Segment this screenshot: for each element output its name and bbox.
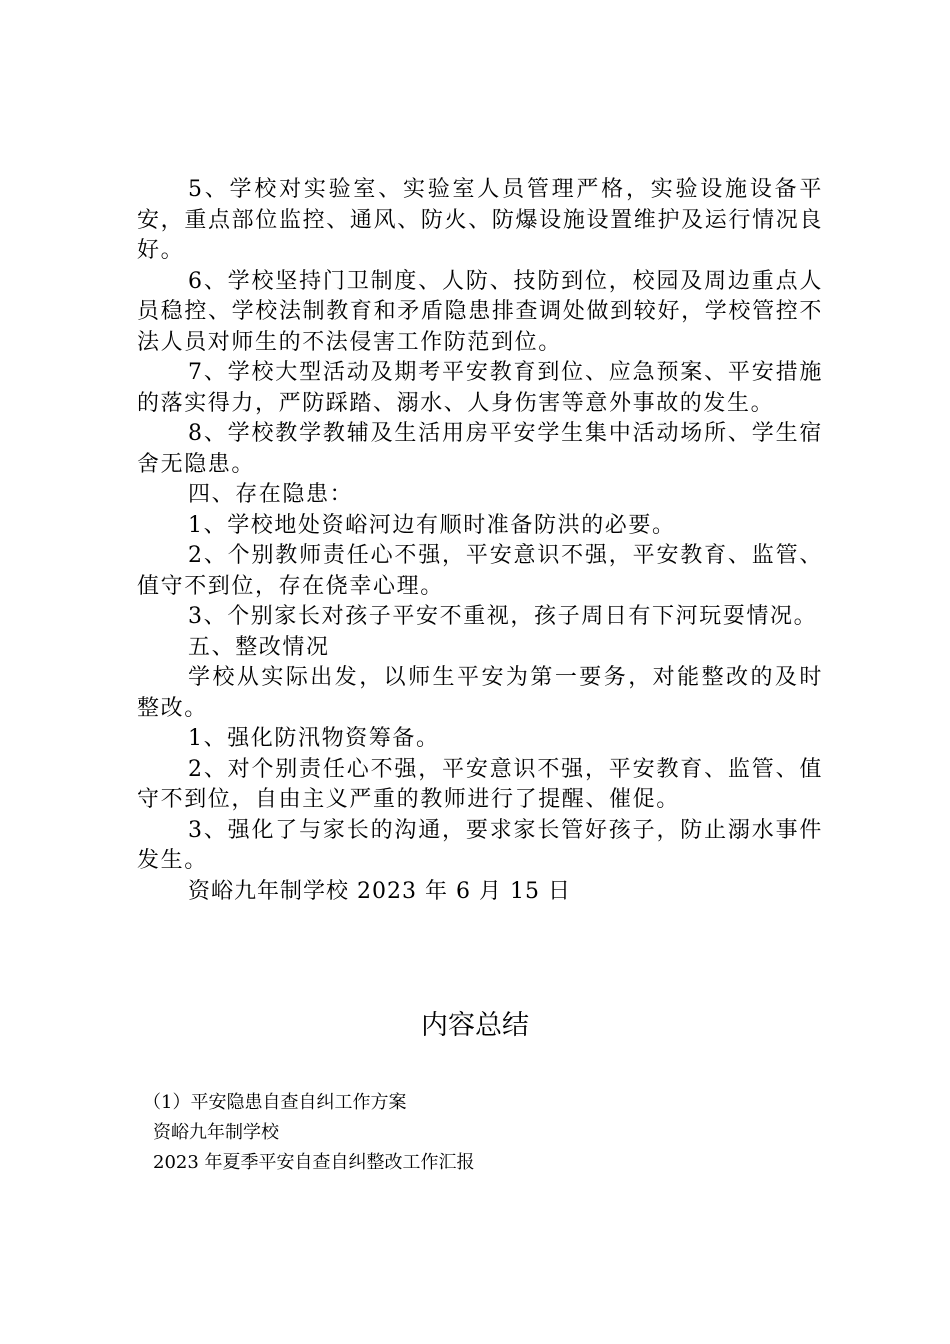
rectification-intro: 学校从实际出发，以师生平安为第一要务，对能整改的及时整改。 <box>137 665 823 721</box>
summary-list <box>143 1088 823 1178</box>
paragraph-item-5-lab-safety: 5、学校对实验室、实验室人员管理严格，实验设施设备平安，重点部位监控、通风、防火、防爆设施设置维护及运行情况良好。 <box>137 177 823 263</box>
section-heading-rectification: 五、整改情况 <box>188 634 330 660</box>
summary-title: 内容总结 <box>421 1010 529 1041</box>
hazard-item-1: 1、学校地处资峪河边有顺时准备防洪的必要。 <box>188 512 676 538</box>
hazard-item-2: 2、个别教师责任心不强，平安意识不强，平安教育、监管、值守不到位，存在侥幸心理。 <box>137 543 823 599</box>
paragraph-item-7-activities: 7、学校大型活动及期考平安教育到位、应急预案、平安措施的落实得力，严防踩踏、溺水、人身伤害等意外事故的发生。 <box>137 360 823 416</box>
report-body <box>137 175 823 907</box>
summary-line-school: 资峪九年制学校 <box>153 1122 279 1143</box>
summary-line-report: 2023 年夏季平安自查自纠整改工作汇报 <box>153 1152 475 1173</box>
paragraph-item-8-buildings: 8、学校教学教辅及生活用房平安学生集中活动场所、学生宿舍无隐患。 <box>137 421 823 477</box>
summary-line-plan: （1）平安隐患自查自纠工作方案 <box>143 1092 407 1113</box>
paragraph-item-6-security: 6、学校坚持门卫制度、人防、技防到位，校园及周边重点人员稳控、学校法制教育和矛盾隐患排查调处做到较好，学校管控不法人员对师生的不法侵害工作防范到位。 <box>137 268 823 355</box>
rectification-item-3: 3、强化了与家长的沟通，要求家长管好孩子，防止溺水事件发生。 <box>137 817 823 873</box>
hazard-item-3: 3、个别家长对孩子平安不重视，孩子周日有下河玩耍情况。 <box>188 604 818 629</box>
section-heading-hazards: 四、存在隐患： <box>188 482 354 507</box>
rectification-item-1: 1、强化防汛物资筹备。 <box>188 726 440 751</box>
rectification-item-2: 2、对个别责任心不强，平安意识不强，平安教育、监管、值守不到位，自由主义严重的教师进行了提醒、催促。 <box>137 756 823 812</box>
signature-date: 资峪九年制学校 2023 年 6 月 15 日 <box>188 878 571 904</box>
